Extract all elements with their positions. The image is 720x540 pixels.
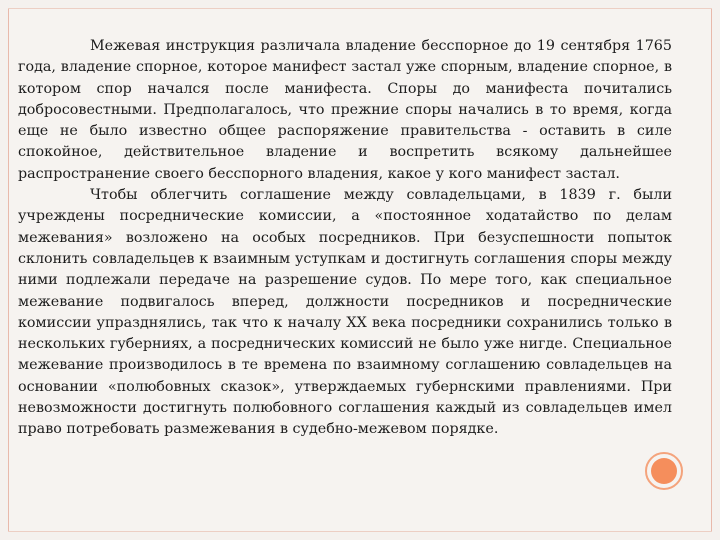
circle-ornament-fill xyxy=(651,458,677,484)
paragraph-boundary-types: Межевая инструкция различала владение бесспорное до 19 сентября 1765 года, владение спорное, которое манифест застал уже спорным, владение спорное, в котором спор начался после манифеста. Споры до манифеста почитались добросовестными. Предполагалось, что прежние споры начались в то время, когда еще не было известно общее распоряжение правительства - оставить в силе спокойное, действительное владение и воспретить всякому дальнейшее распространение своего бесспорного владения, какое у кого манифест застал. xyxy=(18,38,672,182)
frame-bottom-border xyxy=(8,531,712,532)
circle-ornament-icon xyxy=(645,452,683,490)
body-text xyxy=(18,36,672,441)
frame-top-border xyxy=(8,8,712,9)
paragraph-mediation-commissions: Чтобы облегчить соглашение между совладельцами, в 1839 г. были учреждены посреднические комиссии, а «постоянное ходатайство по делам межевания» возложено на особых посредников. При безуспешности попыток склонить совладельцев к взаимным уступкам и достигнуть соглашения споры между ними подлежали передаче на разрешение судов. По мере того, как специальное межевание подвигалось вперед, должности посредников и посреднические комиссии упразднялись, так что к началу XX века посредники сохранились только в нескольких губерниях, а посреднических комиссий не было уже нигде. Специальное межевание производилось в те времена по взаимному соглашению совладельцев на основании «полюбовных сказок», утверждаемых губернскими правлениями. При невозможности достигнуть полюбовного соглашения каждый из совладельцев имел право потребовать размежевания в судебно-межевом порядке. xyxy=(18,187,672,438)
